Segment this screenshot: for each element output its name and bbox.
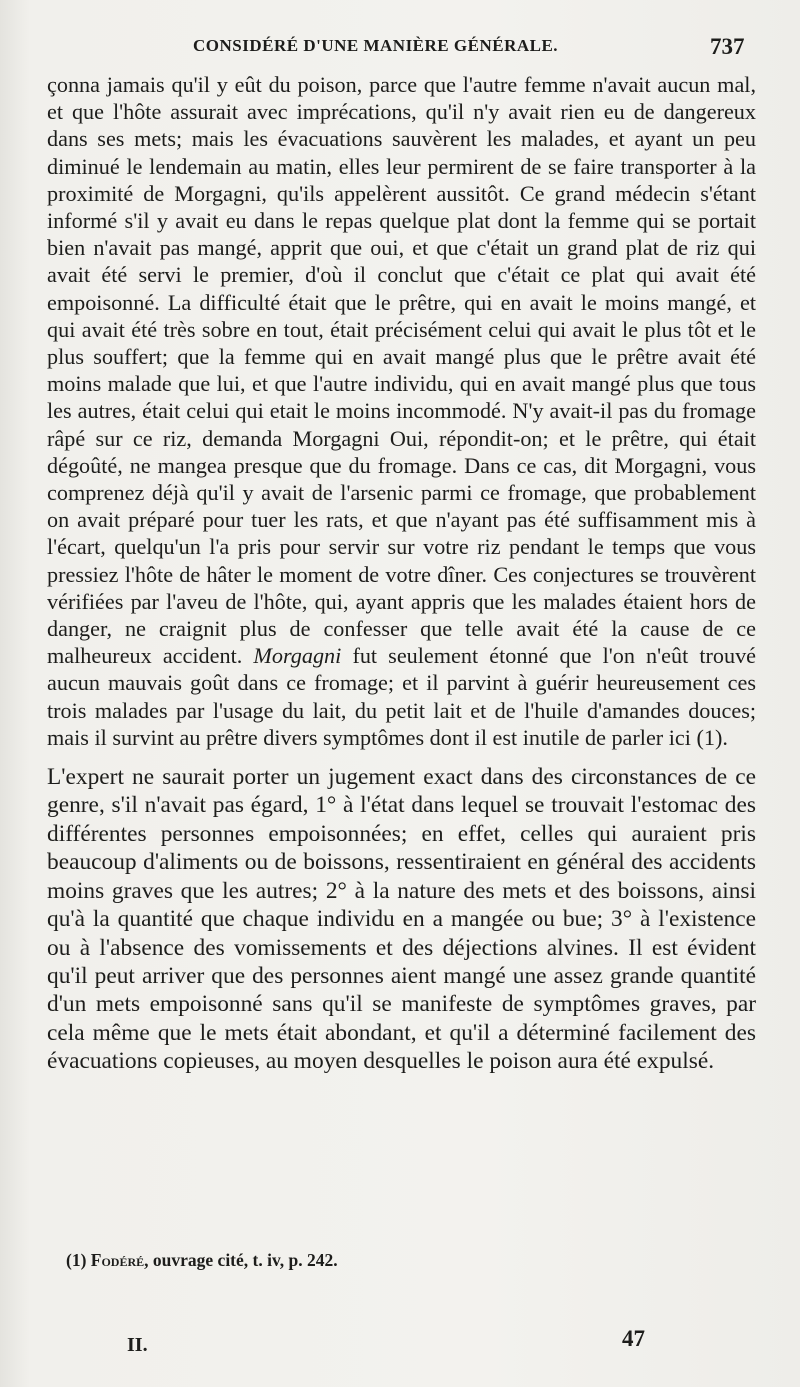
paragraph-1-name: Morgagni <box>253 643 342 669</box>
footnote-author: Fodéré <box>90 1250 145 1270</box>
footnote <box>66 1250 338 1271</box>
paragraph-1 <box>47 71 756 751</box>
sheet-number: 47 <box>622 1326 645 1351</box>
footnote-citation: , ouvrage cité, t. iv, p. 242. <box>144 1250 338 1270</box>
paragraph-1-tail: fut seulement étonné que l'on n'eût trouvé aucun mauvais goût dans ce fromage; et il parvint à guérir heureusement ces trois malades par l'usage du lait, du petit lait et de l'huile d'amandes douces; mais il survint au prêtre divers symptômes dont il est inutile de parler ici (1). <box>47 643 757 750</box>
footnote-marker: (1) <box>66 1250 87 1270</box>
running-title: CONSIDÉRÉ D'UNE MANIÈRE GÉNÉRALE. <box>193 36 559 55</box>
paragraph-2: L'expert ne saurait porter un jugement exact dans des circonstances de ce genre, s'il n'avait pas égard, 1° à l'état dans lequel se trouvait l'estomac des différentes personnes empoisonnées; en effet, celles qui auraient pris beaucoup d'aliments ou de boissons, ressentiraient en général des accidents moins graves que les autres; 2° à la nature des mets et des boissons, ainsi qu'à la quantité que chaque individu en a mangée ou bue; 3° à l'existence ou à l'absence des vomissements et des déjections alvines. Il est évident qu'il peut arriver que des personnes aient mangé une assez grande quantité d'un mets empoisonné sans qu'il se manifeste de symptômes graves, par cela même que le mets était abondant, et qu'il a déterminé facilement des évacuations copieuses, au moyen desquelles le poison aura été expulsé. <box>47 764 756 1075</box>
paragraph-1-text: çonna jamais qu'il y eût du poison, parce que l'autre femme n'avait aucun mal, et que l'hôte assurait avec imprécations, qu'il n'y avait rien eu de dangereux dans ses mets; mais les évacuations sauvèrent les malades, et ayant un peu diminué le lendemain au matin, elles leur permirent de se faire transporter à la proximité de Morgagni, qu'ils appelèrent aussitôt. Ce grand médecin s'étant informé s'il y avait eu dans le repas quelque plat dont la femme qui se portait bien n'avait pas mangé, apprit que oui, et que c'était un grand plat de riz qui avait été servi le premier, d'où il conclut que c'était ce plat qui avait été empoisonné. La difficulté était que le prêtre, qui en avait le moins mangé, et qui avait été très sobre en tout, était précisément celui qui avait le plus tôt et le plus souffert; que la femme qui en avait mangé plus que le prêtre avait été moins malade que lui, et que l'autre individu, qui en avait mangé plus que tous les autres, était celui qui etait le moins incommodé. N'y avait-il pas du fromage râpé sur ce riz, demanda Morgagni Oui, répondit-on; et le prêtre, qui était dégoûté, ne mangea presque que du fromage. Dans ce cas, dit Morgagni, vous comprenez déjà qu'il y avait de l'arsenic parmi ce fromage, que probablement on avait préparé pour tuer les rats, et que n'ayant pas été suffisamment mis à l'écart, quelqu'un l'a pris pour servir sur votre riz pendant le temps que vous pressiez l'hôte de hâter le moment de votre dîner. Ces conjectures se trouvèrent vérifiées par l'aveu de l'hôte, qui, ayant appris que les malades étaient hors de danger, ne craignit plus de confesser que telle avait été la cause de ce malheureux accident. <box>47 72 756 669</box>
page-number: 737 <box>710 34 745 59</box>
signature-mark: II. <box>127 1334 148 1356</box>
body-text <box>47 71 756 1076</box>
